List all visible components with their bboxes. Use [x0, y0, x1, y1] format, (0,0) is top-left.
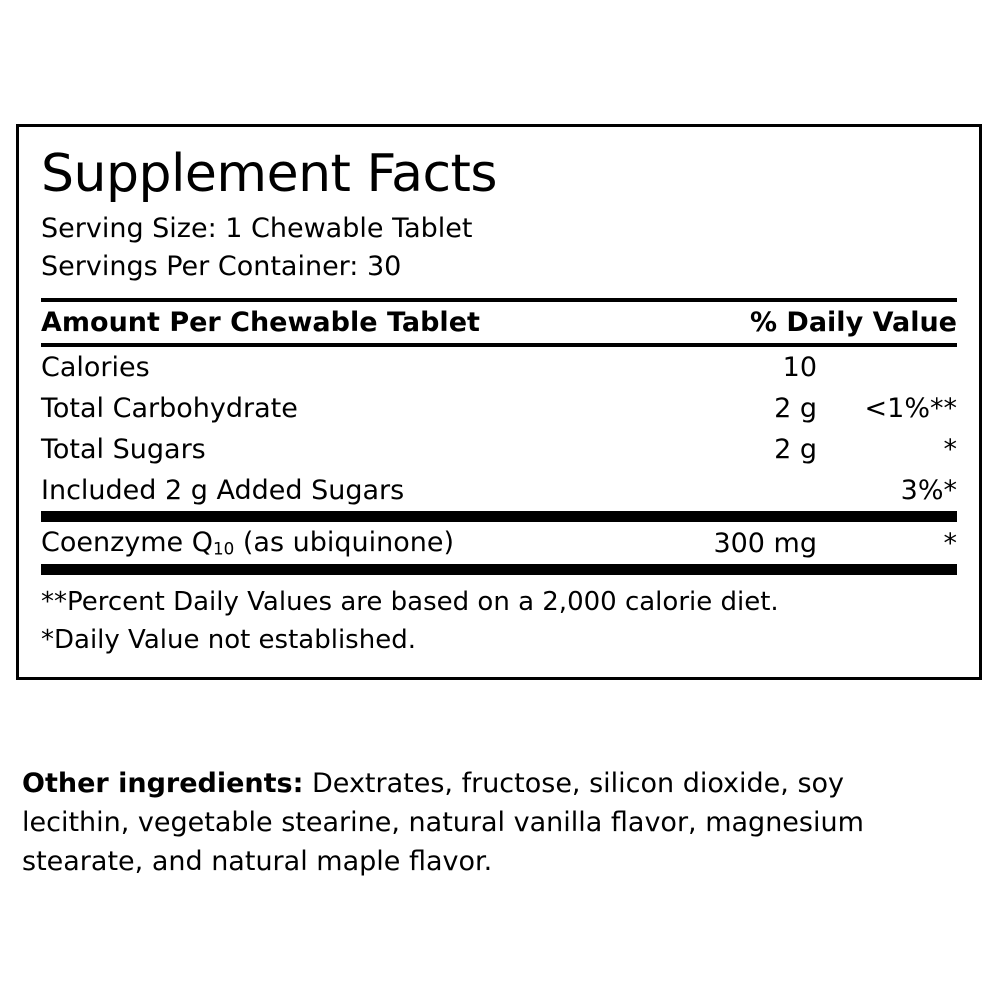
- active-ingredient-name: [41, 522, 627, 564]
- nutrient-dv: *: [943, 434, 957, 466]
- other-ingredients-label: Other ingredients:: [22, 768, 304, 799]
- active-ingredient-rows: [41, 522, 957, 564]
- nutrient-amount: 10: [782, 352, 817, 384]
- footnote-dv-not-established: *Daily Value not established.: [41, 624, 416, 655]
- divider-above-actives: [41, 511, 957, 522]
- active-ingredient-dv: *: [943, 527, 957, 559]
- nutrient-name: Calories: [41, 352, 150, 384]
- page-title: Supplement Facts: [41, 144, 498, 204]
- table-row: [41, 470, 957, 511]
- supplement-facts-panel: [16, 124, 982, 680]
- nutrient-name: Total Sugars: [41, 434, 206, 466]
- nutrient-name: Included 2 g Added Sugars: [41, 475, 405, 507]
- nutrient-dv: 3%*: [900, 475, 957, 507]
- amount-per-serving-header: Amount Per Chewable Tablet: [41, 307, 480, 339]
- serving-size-text: Serving Size: 1 Chewable Tablet: [41, 212, 473, 244]
- divider-below-actives: [41, 564, 957, 575]
- nutrient-dv: [817, 347, 957, 388]
- nutrient-amount: 2 g: [774, 393, 817, 425]
- nutrient-amount: [627, 470, 817, 511]
- nutrient-amount: 2 g: [774, 434, 817, 466]
- table-row: [41, 388, 957, 429]
- footnote-percent-dv: **Percent Daily Values are based on a 2,000 calorie diet.: [41, 586, 779, 617]
- nutrient-dv: <1%**: [864, 393, 957, 425]
- nutrient-name: Total Carbohydrate: [41, 393, 298, 425]
- active-name-subscript: 10: [213, 538, 235, 559]
- table-row: [41, 347, 957, 388]
- table-row: [41, 429, 957, 470]
- other-ingredients-text: Dextrates, fructose, silicon dioxide, soy lecithin, vegetable stearine, natural vanilla flavor, magnesium stearate, and natural maple flavor.: [22, 768, 864, 877]
- daily-value-header: % Daily Value: [749, 307, 957, 339]
- active-name-pre: Coenzyme Q: [41, 527, 213, 559]
- servings-per-container-text: Servings Per Container: 30: [41, 250, 402, 282]
- active-name-post: (as ubiquinone): [234, 527, 455, 559]
- other-ingredients: [22, 765, 922, 882]
- table-header-row: [41, 302, 957, 343]
- header-spacer: [560, 302, 750, 343]
- active-ingredient-amount: 300 mg: [713, 527, 817, 559]
- nutrient-rows: [41, 347, 957, 511]
- table-row: [41, 522, 957, 564]
- nutrition-table: [41, 302, 957, 343]
